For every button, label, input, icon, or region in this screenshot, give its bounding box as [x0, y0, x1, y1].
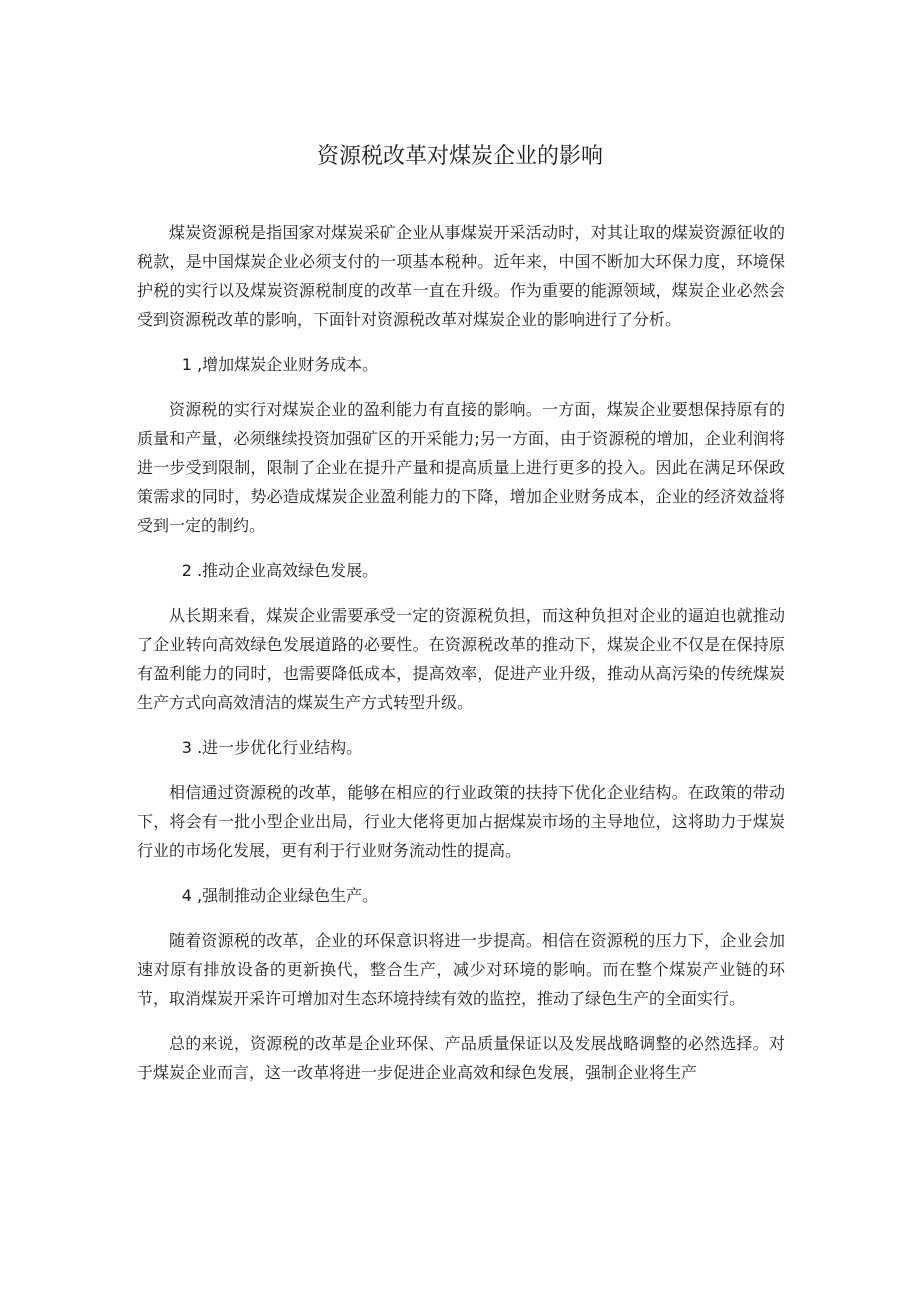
paragraph-intro: 煤炭资源税是指国家对煤炭采矿企业从事煤炭开采活动时，对其让取的煤炭资源征收的税款，是中国煤炭企业必须支付的一项基本税种。近年来，中国不断加大环保力度，环境保护税的实行以及煤炭资源税制度的改革一直在升级。作为重要的能源领域，煤炭企业必然会受到资源税改革的影响，下面针对资源税改革对煤炭企业的影响进行了分析。	[137, 223, 785, 329]
document-body	[137, 218, 785, 1103]
paragraph-section-2: 从长期来看，煤炭企业需要承受一定的资源税负担，而这种负担对企业的逼迫也就推动了企业转向高效绿色发展道路的必要性。在资源税改革的推动下，煤炭企业不仅是在保持原有盈利能力的同时，也需要降低成本，提高效率，促进产业升级，推动从高污染的传统煤炭生产方式向高效清洁的煤炭生产方式转型升级。	[137, 606, 785, 712]
section-heading-2: 2 .推动企业高效绿色发展。	[181, 561, 379, 580]
paragraph-conclusion: 总的来说，资源税的改革是企业环保、产品质量保证以及发展战略调整的必然选择。对于煤炭企业而言，这一改革将进一步促进企业高效和绿色发展，强制企业将生产	[137, 1034, 785, 1082]
section-heading-3: 3 .进一步优化行业结构。	[181, 738, 363, 757]
paragraph-section-1: 资源税的实行对煤炭企业的盈利能力有直接的影响。一方面，煤炭企业要想保持原有的质量和产量，必须继续投资加强矿区的开采能力;另一方面，由于资源税的增加，企业利润将进一步受到限制，限制了企业在提升产量和提高质量上进行更多的投入。因此在满足环保政策需求的同时，势必造成煤炭企业盈利能力的下降，增加企业财务成本，企业的经济效益将受到一定的制约。	[137, 400, 785, 535]
document-title: 资源税改革对煤炭企业的影响	[316, 144, 603, 169]
section-heading-1: 1 ,增加煤炭企业财务成本。	[181, 355, 379, 374]
paragraph-section-3: 相信通过资源税的改革，能够在相应的行业政策的扶持下优化企业结构。在政策的带动下，将会有一批小型企业出局，行业大佬将更加占据煤炭市场的主导地位，这将助力于煤炭行业的市场化发展，更有利于行业财务流动性的提高。	[137, 783, 785, 860]
paragraph-section-4: 随着资源税的改革，企业的环保意识将进一步提高。相信在资源税的压力下，企业会加速对原有排放设备的更新换代，整合生产，减少对环境的影响。而在整个煤炭产业链的环节，取消煤炭开采许可增加对生态环境持续有效的监控，推动了绿色生产的全面实行。	[137, 931, 785, 1008]
section-heading-4: 4 ,强制推动企业绿色生产。	[181, 886, 379, 905]
